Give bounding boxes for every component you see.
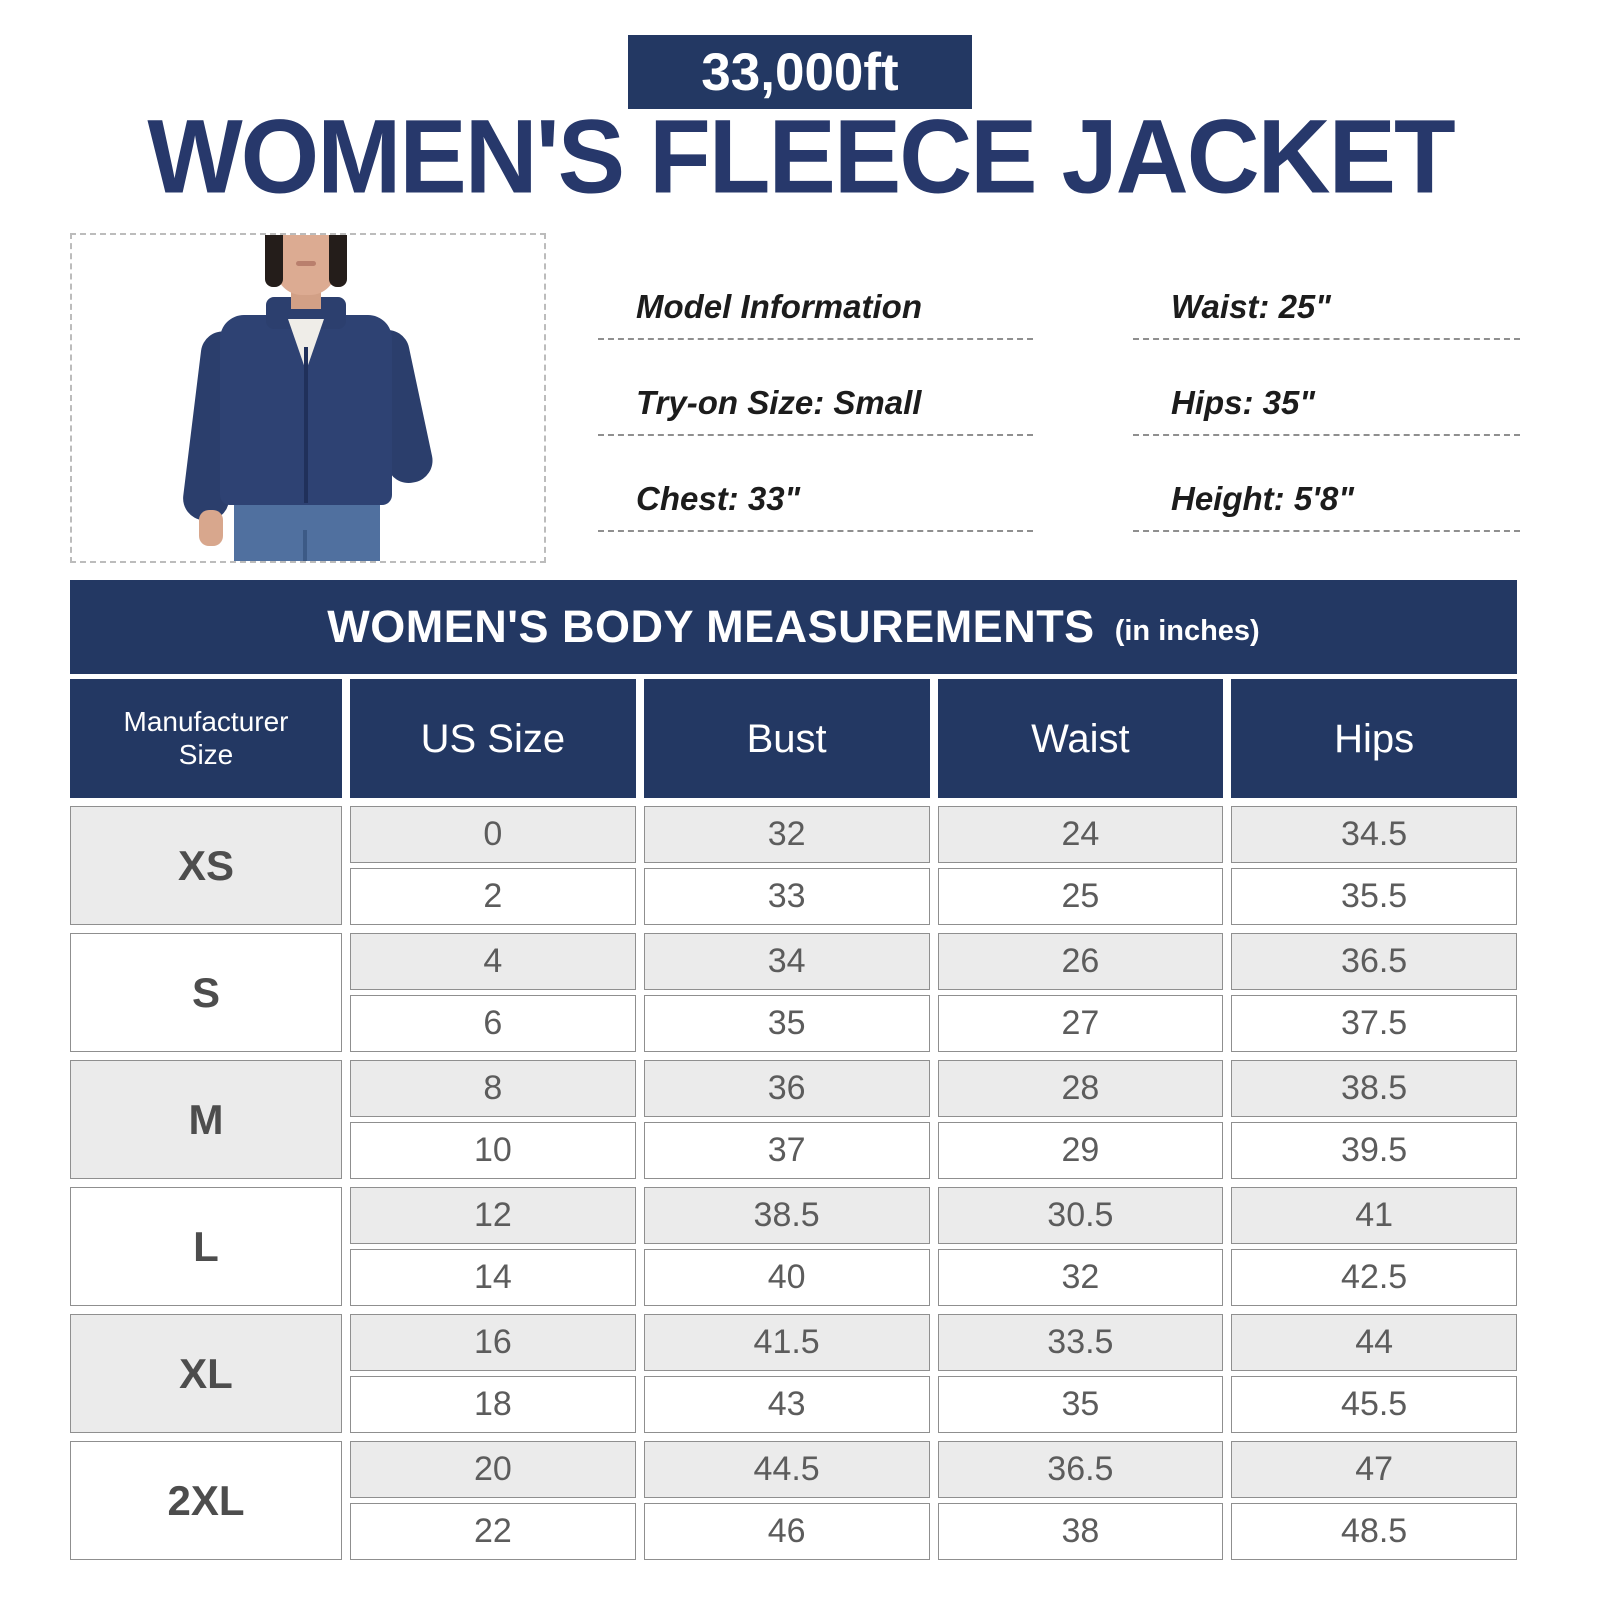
table-cell: 0	[350, 806, 636, 863]
table-cell: 18	[350, 1376, 636, 1433]
table-cell: 38.5	[644, 1187, 930, 1244]
table-cell: 33.5	[938, 1314, 1224, 1371]
column-header-bust: Bust	[644, 679, 930, 798]
table-cell: 10	[350, 1122, 636, 1179]
model-hair-right	[329, 235, 347, 287]
model-info-size: Try-on Size: Small	[598, 340, 1033, 436]
table-cell: 32	[644, 806, 930, 863]
table-cell: 14	[350, 1249, 636, 1306]
size-group-s	[70, 933, 1517, 1052]
product-photo	[70, 233, 546, 563]
table-cell: 48.5	[1231, 1503, 1517, 1560]
jeans-seam	[303, 530, 307, 563]
table-cell: 47	[1231, 1441, 1517, 1498]
table-cell: 40	[644, 1249, 930, 1306]
table-cell: 25	[938, 868, 1224, 925]
model-info	[598, 244, 1520, 532]
model-info-hips: Hips: 35"	[1133, 340, 1520, 436]
table-cell: 44.5	[644, 1441, 930, 1498]
table-title: WOMEN'S BODY MEASUREMENTS	[327, 601, 1095, 652]
size-group-2xl	[70, 1441, 1517, 1560]
table-cell: 26	[938, 933, 1224, 990]
table-cell: 28	[938, 1060, 1224, 1117]
table-cell: 33	[644, 868, 930, 925]
size-group-xl	[70, 1314, 1517, 1433]
table-cell: 30.5	[938, 1187, 1224, 1244]
measurements-table	[70, 580, 1517, 1560]
table-cell: 22	[350, 1503, 636, 1560]
size-label: 2XL	[70, 1441, 342, 1560]
column-header-waist: Waist	[938, 679, 1224, 798]
size-group-l	[70, 1187, 1517, 1306]
table-cell: 43	[644, 1376, 930, 1433]
table-cell: 12	[350, 1187, 636, 1244]
size-label: L	[70, 1187, 342, 1306]
table-cell: 2	[350, 868, 636, 925]
table-cell: 44	[1231, 1314, 1517, 1371]
table-cell: 29	[938, 1122, 1224, 1179]
table-cell: 36.5	[1231, 933, 1517, 990]
table-cell: 24	[938, 806, 1224, 863]
table-cell: 38	[938, 1503, 1224, 1560]
table-cell: 45.5	[1231, 1376, 1517, 1433]
table-cell: 34	[644, 933, 930, 990]
table-title-suffix: (in inches)	[1114, 614, 1260, 647]
model-info-heading: Model Information	[598, 244, 1033, 340]
table-cell: 36.5	[938, 1441, 1224, 1498]
column-header-us-size: US Size	[350, 679, 636, 798]
table-title-band	[70, 580, 1517, 674]
brand-badge: 33,000ft	[628, 35, 972, 109]
table-cell: 8	[350, 1060, 636, 1117]
column-header-manufacturer-size: Manufacturer Size	[70, 679, 342, 798]
table-cell: 20	[350, 1441, 636, 1498]
column-header-hips: Hips	[1231, 679, 1517, 798]
table-cell: 46	[644, 1503, 930, 1560]
model-info-height: Height: 5'8"	[1133, 436, 1520, 532]
model-hand	[199, 510, 223, 546]
jacket-zipper	[304, 347, 308, 503]
table-cell: 41.5	[644, 1314, 930, 1371]
model-info-waist: Waist: 25"	[1133, 244, 1520, 340]
model-info-chest: Chest: 33"	[598, 436, 1033, 532]
page-title: WOMEN'S FLEECE JACKET	[147, 98, 1454, 216]
model-hair-left	[265, 235, 283, 287]
table-cell: 16	[350, 1314, 636, 1371]
size-group-m	[70, 1060, 1517, 1179]
size-label: XL	[70, 1314, 342, 1433]
table-cell: 27	[938, 995, 1224, 1052]
table-cell: 38.5	[1231, 1060, 1517, 1117]
table-cell: 36	[644, 1060, 930, 1117]
table-cell: 39.5	[1231, 1122, 1517, 1179]
table-column-headers	[70, 679, 1517, 798]
table-cell: 34.5	[1231, 806, 1517, 863]
size-label: XS	[70, 806, 342, 925]
size-group-xs	[70, 806, 1517, 925]
table-cell: 37	[644, 1122, 930, 1179]
table-cell: 35.5	[1231, 868, 1517, 925]
table-cell: 6	[350, 995, 636, 1052]
size-label: M	[70, 1060, 342, 1179]
model-lips	[296, 261, 316, 266]
table-cell: 42.5	[1231, 1249, 1517, 1306]
table-cell: 35	[644, 995, 930, 1052]
table-cell: 37.5	[1231, 995, 1517, 1052]
size-label: S	[70, 933, 342, 1052]
table-cell: 4	[350, 933, 636, 990]
table-cell: 41	[1231, 1187, 1517, 1244]
table-cell: 35	[938, 1376, 1224, 1433]
table-cell: 32	[938, 1249, 1224, 1306]
